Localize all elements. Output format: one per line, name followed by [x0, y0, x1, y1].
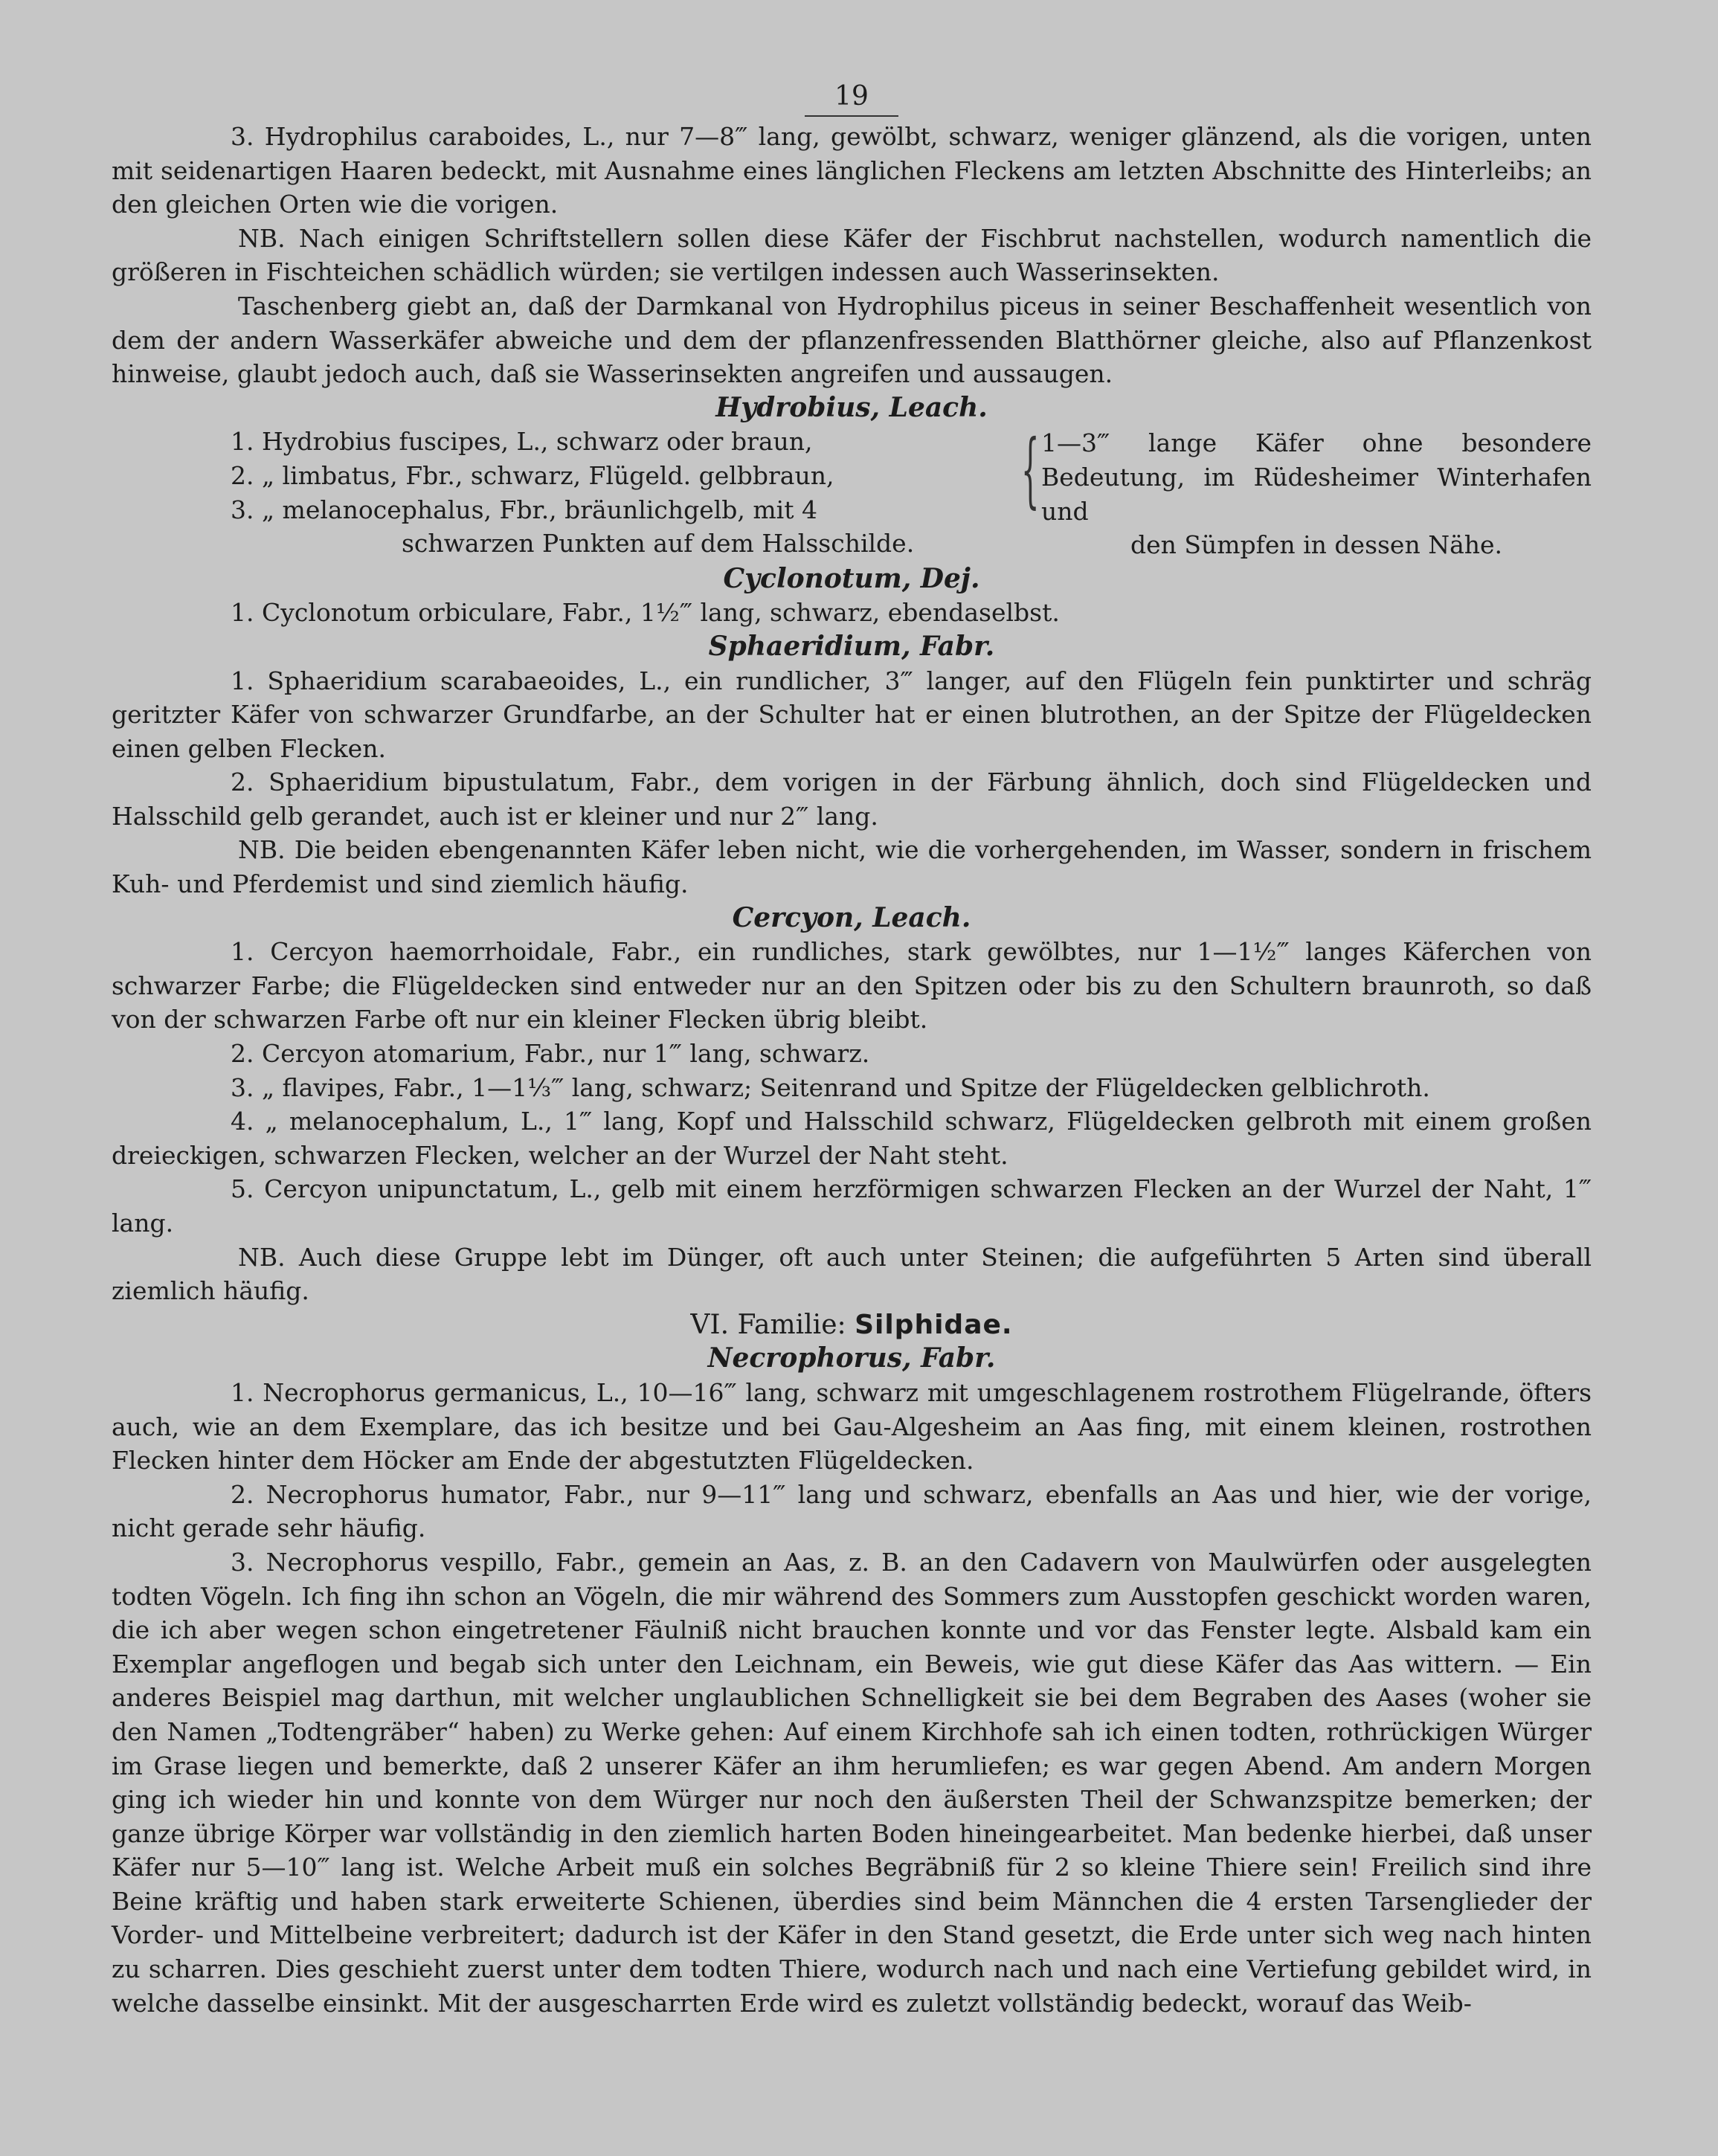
genus-heading-cyclonotum: Cyclonotum, Dej.: [723, 562, 980, 594]
genus-heading-sphaeridium: Sphaeridium, Fabr.: [708, 630, 995, 662]
page-number: 19: [112, 78, 1592, 117]
note-dung-habitat: NB. Die beiden ebengenannten Käfer leben nicht, wie die vorhergehenden, im Wasser, sondern in frischem Kuh- und Pferdemist und sind ziemlich häufig.: [112, 835, 1592, 899]
species-cercyon-3: 3. „ flavipes, Fabr., 1—1⅓‴ lang, schwarz; Seitenrand und Spitze der Flügeldecken gelblichroth.: [231, 1072, 1430, 1102]
hydrobius-group-note: 1—3‴ lange Käfer ohne besondere Bedeutung, im Rüdesheimer Winterhafen und: [1041, 428, 1592, 526]
species-cercyon-2: 2. Cercyon atomarium, Fabr., nur 1‴ lang, schwarz.: [231, 1039, 870, 1069]
paragraph-taschenberg: Taschenberg giebt an, daß der Darmkanal von Hydrophilus piceus in seiner Beschaffenheit wesentlich von dem der andern Wasserkäfer abweiche und dem der pflanzenfressenden Blatthörner gleiche, also auf Pflanzenkost hinweise, glaubt jedoch auch, daß sie Wasserinsekten angreifen und aussaugen.: [112, 291, 1592, 389]
family-heading: [112, 1308, 1592, 1342]
species-hydrobius-2: 2. „ limbatus, Fbr., schwarz, Flügeld. gelbbraun,: [231, 460, 834, 490]
hydrobius-group-note-cont: den Sümpfen in dessen Nähe.: [1130, 530, 1503, 560]
grouping-brace: {: [1021, 422, 1040, 518]
species-cercyon-4: 4. „ melanocephalum, L., 1‴ lang, Kopf und Halsschild schwarz, Flügeldecken gelbroth mit einem großen dreieckigen, schwarzen Flecken, welcher an der Wurzel der Naht steht.: [112, 1107, 1592, 1170]
species-necrophorus-3: 3. Necrophorus vespillo, Fabr., gemein an Aas, z. B. an den Cadavern von Maulwürfen oder ausgelegten todten Vögeln. Ich fing ihn schon an Vögeln, die mir während des Sommers zum Ausstopfen geschickt worden waren, die ich aber wegen schon eingetretener Fäulniß nicht brauchen konnte und vor das Fenster legte. Alsbald kam ein Exemplar angeflogen und begab sich unter den Leichnam, ein Beweis, wie gut diese Käfer das Aas wittern. — Ein anderes Beispiel mag darthun, mit welcher unglaublichen Schnelligkeit sie bei dem Begraben des Aases (woher sie den Namen „Todtengräber“ haben) zu Werke gehen: Auf einem Kirchhofe sah ich einen todten, rothrückigen Würger im Grase liegen und bemerkte, daß 2 unserer Käfer an ihm herumliefen; es war gegen Abend. Am andern Morgen ging ich wieder hin und konnte von dem Würger nur noch den äußersten Theil der Schwanzspitze bemerken; der ganze übrige Körper war vollständig in den ziemlich harten Boden hineingearbeitet. Man bedenke hierbei, daß unser Käfer nur 5—10‴ lang ist. Welche Arbeit muß ein solches Begräbniß für 2 so kleine Thiere sein! Freilich sind ihre Beine kräftig und haben stark erweiterte Schienen, überdies sind beim Männchen die 4 ersten Tarsenglieder der Vorder- und Mittelbeine verbreitert; dadurch ist der Käfer in den Stand gesetzt, die Erde unter sich weg nach hinten zu scharren. Dies geschieht zuerst unter dem todten Thiere, wodurch nach und nach eine Vertiefung gebildet wird, in welche dasselbe einsinkt. Mit der ausgescharrten Erde wird es zuletzt vollständig bedeckt, worauf das Weib-: [112, 1547, 1592, 2018]
species-hydrobius-3: 3. „ melanocephalus, Fbr., bräunlichgelb, mit 4: [231, 495, 817, 524]
species-cercyon-5: 5. Cercyon unipunctatum, L., gelb mit einem herzförmigen schwarzen Flecken an der Wurzel der Naht, 1‴ lang.: [112, 1174, 1592, 1238]
genus-heading-necrophorus: Necrophorus, Fabr.: [707, 1342, 996, 1374]
species-hydrobius-3-cont: schwarzen Punkten auf dem Halsschilde.: [402, 529, 915, 559]
species-necrophorus-2: 2. Necrophorus humator, Fabr., nur 9—11‴ lang und schwarz, ebenfalls an Aas und hier, wie der vorige, nicht gerade sehr häufig.: [112, 1479, 1592, 1543]
note-cercyon-group: NB. Auch diese Gruppe lebt im Dünger, oft auch unter Steinen; die aufgeführten 5 Arten sind überall ziemlich häufig.: [112, 1242, 1592, 1306]
genus-heading-cercyon: Cercyon, Leach.: [732, 901, 971, 933]
species-sphaeridium-2: 2. Sphaeridium bipustulatum, Fabr., dem vorigen in der Färbung ähnlich, doch sind Flügeldecken und Halsschild gelb gerandet, auch ist er kleiner und nur 2‴ lang.: [112, 768, 1592, 831]
paragraph-hydrophilus-3: 3. Hydrophilus caraboides, L., nur 7—8‴ lang, gewölbt, schwarz, weniger glänzend, als die vorigen, unten mit seidenartigen Haaren bedeckt, mit Ausnahme eines länglichen Fleckens am letzten Abschnitte des Hinterleibs; an den gleichen Orten wie die vorigen.: [112, 122, 1592, 219]
species-sphaeridium-1: 1. Sphaeridium scarabaeoides, L., ein rundlicher, 3‴ langer, auf den Flügeln fein punktirter und schräg geritzter Käfer von schwarzer Grundfarbe, an der Schulter hat er einen blutrothen, an der Spitze der Flügeldecken einen gelben Flecken.: [112, 666, 1592, 763]
species-necrophorus-1: 1. Necrophorus germanicus, L., 10—16‴ lang, schwarz mit umgeschlagenem rostrothem Flügelrande, öfters auch, wie an dem Exemplare, das ich besitze und bei Gau-Algesheim an Aas fing, mit einem kleinen, rostrothen Flecken hinter dem Höcker am Ende der abgestutzten Flügeldecken.: [112, 1377, 1592, 1476]
species-hydrobius-1: 1. Hydrobius fuscipes, L., schwarz oder braun,: [231, 427, 813, 457]
species-cyclonotum-1: 1. Cyclonotum orbiculare, Fabr., 1½‴ lang, schwarz, ebendaselbst.: [231, 598, 1060, 628]
species-cercyon-1: 1. Cercyon haemorrhoidale, Fabr., ein rundliches, stark gewölbtes, nur 1—1½‴ langes Käferchen von schwarzer Farbe; die Flügeldecken sind entweder nur an den Spitzen oder bis zu den Schultern braunroth, so daß von der schwarzen Farbe oft nur ein kleiner Flecken übrig bleibt.: [112, 937, 1592, 1034]
family-heading-name: Silphidae.: [855, 1309, 1013, 1340]
genus-heading-hydrobius: Hydrobius, Leach.: [715, 391, 988, 423]
family-heading-label: VI. Familie:: [690, 1309, 846, 1340]
note-fish-brood: NB. Nach einigen Schriftstellern sollen diese Käfer der Fischbrut nachstellen, wodurch namentlich die größeren in Fischteichen schädlich würden; sie vertilgen indessen auch Wasserinsekten.: [112, 223, 1592, 287]
hydrobius-species-group: [112, 422, 1592, 561]
